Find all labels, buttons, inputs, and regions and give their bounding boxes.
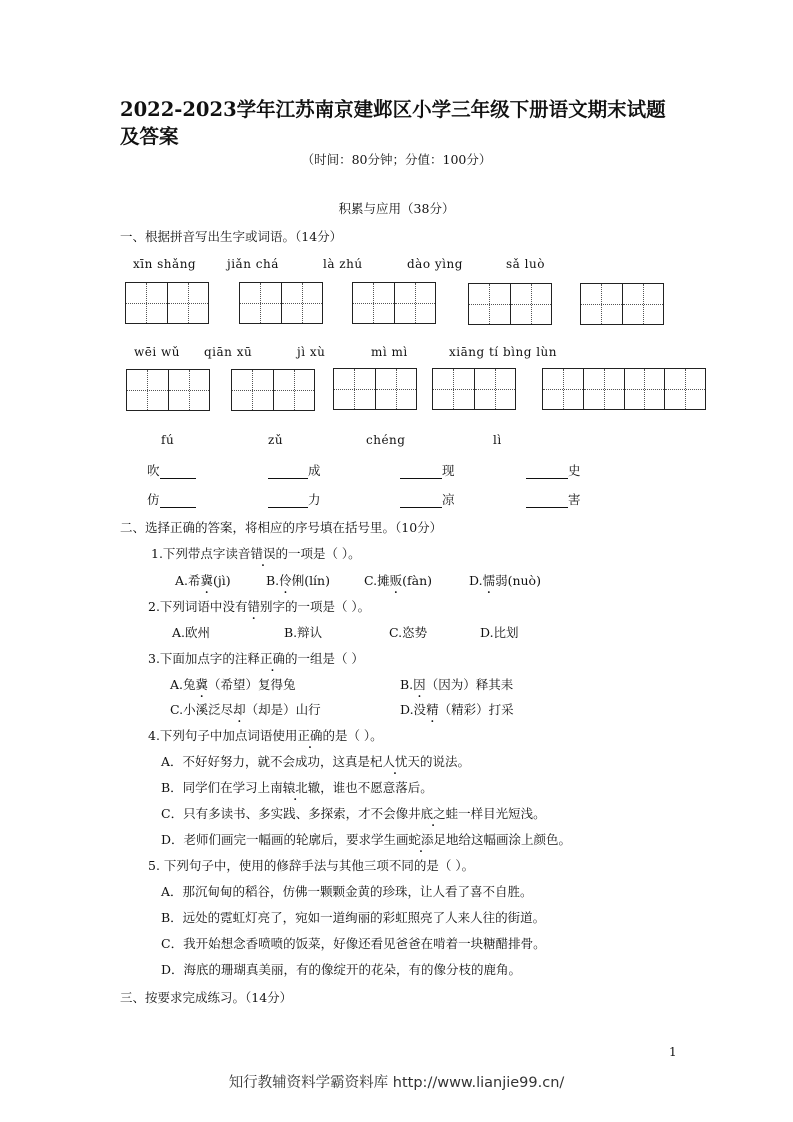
q3-option-b: B.因（因为）释其耒 <box>400 677 514 692</box>
writing-box-2-5[interactable] <box>542 368 706 410</box>
q2-stem: 2.下列词语中没有错别字 ·的一项是（ ）。 <box>148 597 370 615</box>
q1-stem: 1.下列带点字读音错误的一项是（ ）。 <box>151 546 361 561</box>
q1-option-b: B.伶俐(lín) <box>266 573 330 588</box>
pinyin-3-4: lì <box>493 433 502 447</box>
writing-box-1-5[interactable] <box>580 283 664 325</box>
fill-item: 害 <box>526 490 581 508</box>
q3-stem: 3.下面加点字的注释正确的一组是（ ） <box>148 651 364 666</box>
pinyin-2-3: jì xù <box>297 345 326 359</box>
q2-option-b: B.辩认 <box>284 625 323 640</box>
q1-option-a: A.希冀(jì) <box>175 573 231 588</box>
page-number: 1 <box>669 1045 677 1059</box>
fill-item: 吹 <box>147 461 196 479</box>
pinyin-1-2: jiǎn chá <box>227 257 279 271</box>
fill-blank[interactable] <box>526 493 568 508</box>
footer-watermark: 知行教辅资料学霸资料库 http://www.lianjie99.cn/ <box>228 1075 565 1091</box>
writing-box-1-1[interactable] <box>125 282 209 324</box>
part2-heading: 二、选择正确的答案，将相应的序号填在括号里。（10分） <box>120 520 443 535</box>
part3-heading: 三、按要求完成练习。（14分） <box>120 990 293 1005</box>
fill-blank[interactable] <box>268 493 308 508</box>
section-heading: 积累与应用（38分） <box>338 201 455 216</box>
q4-stem: 4.下列句子中加点词语使用正确的是（ ）。 <box>148 728 383 743</box>
q2-option-c: C.恣势 <box>389 625 428 640</box>
pinyin-3-1: fú <box>161 433 175 447</box>
pinyin-2-1: wēi wǔ <box>134 345 181 359</box>
pinyin-1-4: dào yìng <box>407 257 463 271</box>
fill-item: 史 <box>526 461 581 479</box>
q1-option-d: D.懦弱(nuò) <box>469 573 541 588</box>
q3-option-c: C.小溪泛尽却（却是）山行 <box>170 702 321 717</box>
q4-option-a: A．不好好努力，就不会成功，这真是杞人忧天的说法。 <box>161 754 471 769</box>
q3-option-a: A.兔冀（希望）复得兔 <box>170 677 296 692</box>
writing-box-2-3[interactable] <box>333 368 417 410</box>
q4-option-c: C．只有多读书、多实践、多探索，才不会像井底之蛙一样目光短浅。 <box>161 806 546 821</box>
fill-item: 凉 <box>400 490 455 508</box>
pinyin-3-3: chéng <box>366 433 406 447</box>
fill-blank[interactable] <box>160 493 196 508</box>
writing-box-1-3[interactable] <box>352 282 436 324</box>
fill-blank[interactable] <box>526 464 568 479</box>
fill-blank[interactable] <box>400 493 442 508</box>
fill-item: 力 <box>268 490 321 508</box>
pinyin-3-2: zǔ <box>268 433 284 447</box>
pinyin-2-5: xiāng tí bìng lùn <box>449 345 557 359</box>
pinyin-2-2: qiān xū <box>204 345 253 359</box>
q1-option-c: C.摊贩(fàn) <box>364 573 432 588</box>
q4-option-b: B．同学们在学习上南辕北辙，谁也不愿意落后。 <box>161 780 433 795</box>
writing-box-2-4[interactable] <box>432 368 516 410</box>
writing-box-1-2[interactable] <box>239 282 323 324</box>
writing-box-1-4[interactable] <box>468 283 552 325</box>
pinyin-1-5: sǎ luò <box>506 257 545 271</box>
fill-item: 仿 <box>147 490 196 508</box>
q2-option-d: D.比划 <box>480 625 519 640</box>
q4-option-d: D．老师们画完一幅画的轮廓后，要求学生画蛇添足地给这幅画涂上颜色。 <box>161 832 572 847</box>
page-title: 2022-2023学年江苏南京建邺区小学三年级下册语文期末试题及答案 <box>120 98 666 148</box>
fill-blank[interactable] <box>268 464 308 479</box>
writing-box-2-2[interactable] <box>231 369 315 411</box>
exam-meta: （时间：80分钟；分值：100分） <box>301 152 492 167</box>
pinyin-2-4: mì mì <box>371 345 408 359</box>
q5-stem: 5. 下列句子中，使用的修辞手法与其他三项不同的是（ ）。 <box>148 858 475 873</box>
q5-option-b: B．远处的霓虹灯亮了，宛如一道绚丽的彩虹照亮了人来人往的街道。 <box>161 910 546 925</box>
pinyin-1-3: là zhú <box>323 257 363 271</box>
fill-item: 成 <box>268 461 321 479</box>
part1-heading: 一、根据拼音写出生字或词语。（14分） <box>120 229 343 244</box>
fill-blank[interactable] <box>400 464 442 479</box>
fill-blank[interactable] <box>160 464 196 479</box>
writing-box-2-1[interactable] <box>126 369 210 411</box>
q5-option-d: D．海底的珊瑚真美丽，有的像绽开的花朵，有的像分枝的鹿角。 <box>161 962 522 977</box>
q2-option-a: A.欧州 <box>172 625 211 640</box>
q5-option-a: A．那沉甸甸的稻谷，仿佛一颗颗金黄的珍珠，让人看了喜不自胜。 <box>161 884 533 899</box>
pinyin-1-1: xīn shǎng <box>133 257 197 271</box>
q5-option-c: C．我开始想念香喷喷的饭菜，好像还看见爸爸在啃着一块糖醋排骨。 <box>161 936 546 951</box>
fill-item: 现 <box>400 461 455 479</box>
q3-option-d: D.没精（精彩）打采 <box>400 702 514 717</box>
